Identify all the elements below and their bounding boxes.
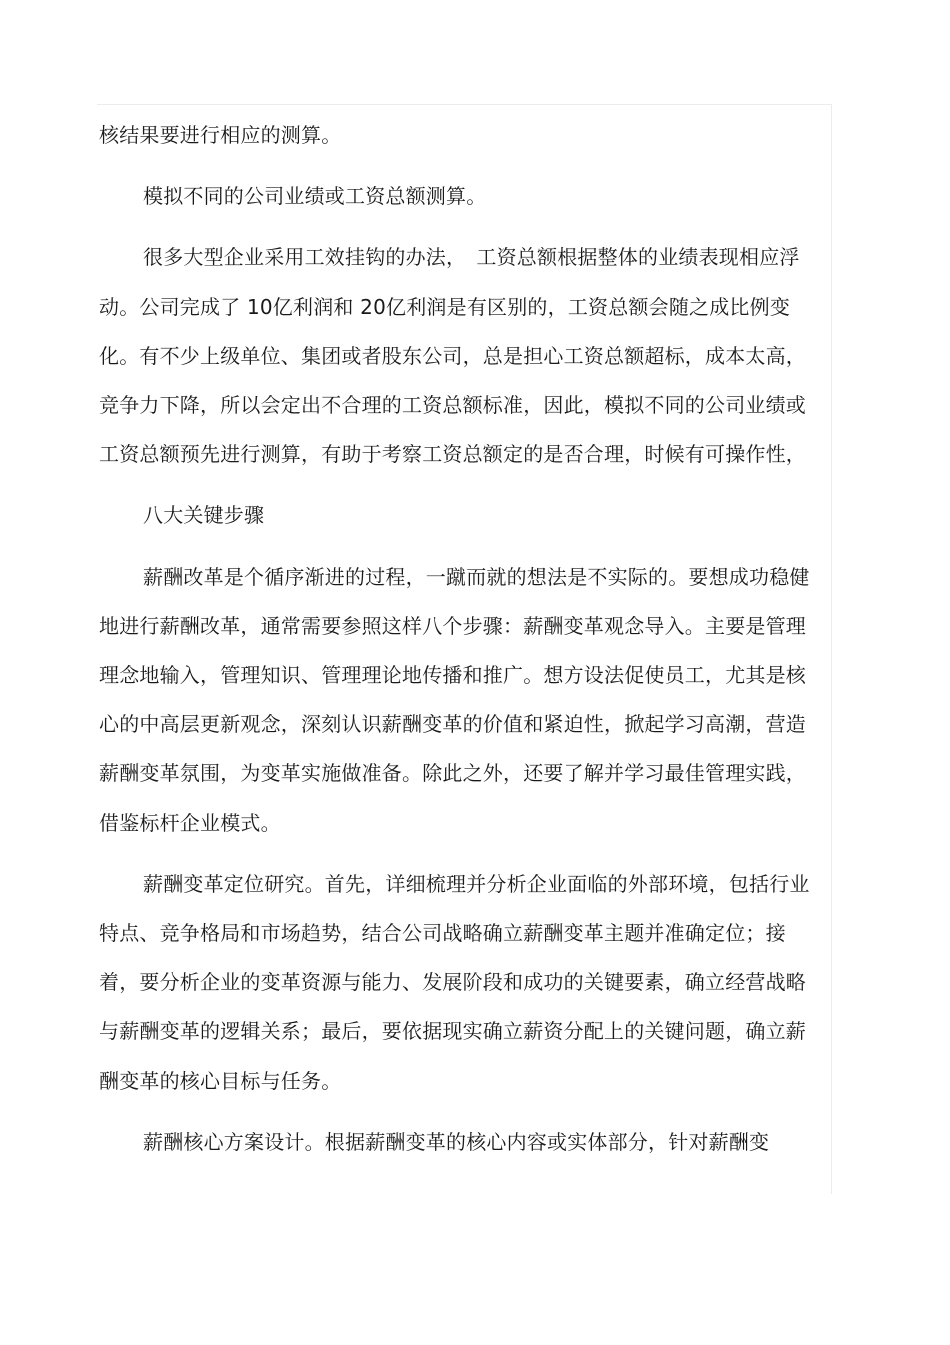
paragraph-simulation-heading: 模拟不同的公司业绩或工资总额测算。 (143, 184, 487, 209)
paragraph-eight-steps-heading: 八大关键步骤 (143, 503, 265, 528)
paragraph-continued: 核结果要进行相应的测算。 (99, 123, 342, 147)
paragraph-positioning-research: 薪酬变革定位研究。首先，详细梳理并分析企业面临的外部环境，包括行业特点、竞争格局和市场趋势，结合公司战略确立薪酬变革主题并准确定位；接着，要分析企业的变革资源与能力、发展阶段和成功的关键要素，确立经营战略与薪酬变革的逻辑关系；最后，要依据现实确立薪资分配上的关键问题，确立薪酬变革的核心目标与任务。 (99, 871, 810, 1093)
paragraph-reform-steps: 薪酬改革是个循序渐进的过程，一蹴而就的想法是不实际的。要想成功稳健地进行薪酬改革，通常需要参照这样八个步骤：薪酬变革观念导入。主要是管理理念地输入，管理知识、管理理论地传播和推广。想方设法促使员工，尤其是核心的中高层更新观念，深刻认识薪酬变革的价值和紧迫性，掀起学习高潮，营造薪酬变革氛围，为变革实施做准备。除此之外，还要了解并学习最佳管理实践，借鉴标杆企业模式。 (99, 564, 810, 835)
paragraph-simulation-body: 很多大型企业采用工效挂钩的办法， 工资总额根据整体的业绩表现相应浮动。公司完成了 10亿利润和 20亿利润是有区别的，工资总额会随之成比例变化。有不少上级单位、集团或者股东公司，总是担心工资总额超标，成本太高，竞争力下降，所以会定出不合理的工资总额标准，因此，模拟不同的公司业绩或工资总额预先进行测算，有助于考察工资总额定的是否合理，时候有可操作性， (99, 245, 806, 467)
document-body (99, 111, 811, 1167)
paragraph-core-design: 薪酬核心方案设计。根据薪酬变革的核心内容或实体部分，针对薪酬变 (143, 1129, 770, 1154)
document-page (97, 104, 832, 1194)
